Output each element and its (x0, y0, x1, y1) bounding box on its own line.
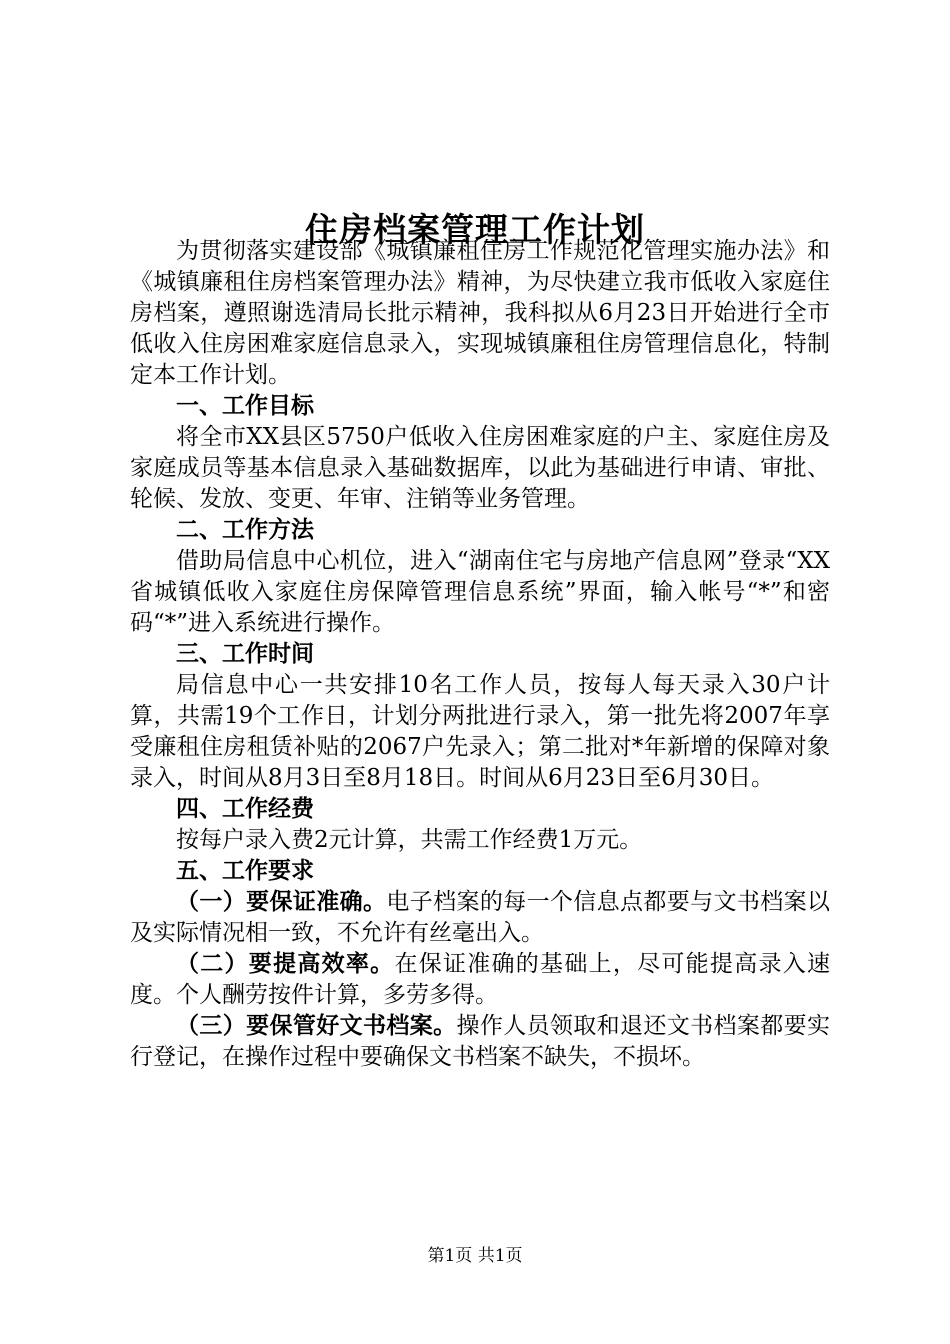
requirement-item (130, 1011, 830, 1073)
intro-paragraph: 为贯彻落实建设部《城镇廉租住房工作规范化管理实施办法》和《城镇廉租住房档案管理办法》精神，为尽快建立我市低收入家庭住房档案，遵照谢选清局长批示精神，我科拟从6月23日开始进行全市低收入住房困难家庭信息录入，实现城镇廉租住房管理信息化，特制定本工作计划。 (130, 238, 830, 388)
requirement-item (130, 949, 830, 1011)
requirement-text: 在保证准确的基础上，尽可能提高录入速度。个人酬劳按件计算，多劳多得。 (130, 951, 831, 1008)
section-body-time: 局信息中心一共安排10名工作人员，按每人每天录入30户计算，共需19个工作日，计划分两批进行录入，第一批先将2007年享受廉租住房租赁补贴的2067户先录入；第二批对*年新增的保障对象录入，时间从8月3日至8月18日。时间从6月23日至6月30日。 (130, 672, 830, 791)
section-heading-funding: 四、工作经费 (176, 796, 314, 822)
section-heading-time: 三、工作时间 (176, 641, 314, 667)
section-body-method: 借助局信息中心机位，进入“湖南住宅与房地产信息网”登录“XX省城镇低收入家庭住房保障管理信息系统”界面，输入帐号“*”和密码“*”进入系统进行操作。 (130, 548, 830, 636)
requirement-lead: （一）要保证准确。 (176, 889, 387, 915)
document-body (130, 236, 830, 1073)
requirement-text: 电子档案的每一个信息点都要与文书档案以及实际情况相一致，不允许有丝毫出入。 (130, 889, 831, 946)
page-number-footer: 第1页 共1页 (427, 1246, 523, 1266)
section-body-goal: 将全市XX县区5750户低收入住房困难家庭的户主、家庭住房及家庭成员等基本信息录入基础数据库，以此为基础进行申请、审批、轮候、发放、变更、年审、注销等业务管理。 (130, 424, 830, 512)
requirement-text: 操作人员领取和退还文书档案都要实行登记，在操作过程中要确保文书档案不缺失，不损坏。 (130, 1013, 831, 1070)
requirement-item (130, 887, 830, 949)
section-body-funding: 按每户录入费2元计算，共需工作经费1万元。 (176, 827, 643, 853)
requirement-lead: （二）要提高效率。 (176, 951, 395, 977)
section-heading-method: 二、工作方法 (176, 517, 314, 543)
document-title: 住房档案管理工作计划 (305, 210, 645, 250)
section-heading-requirements: 五、工作要求 (176, 858, 314, 884)
requirement-lead: （三）要保管好文书档案。 (176, 1013, 457, 1039)
section-heading-goal: 一、工作目标 (176, 393, 314, 419)
